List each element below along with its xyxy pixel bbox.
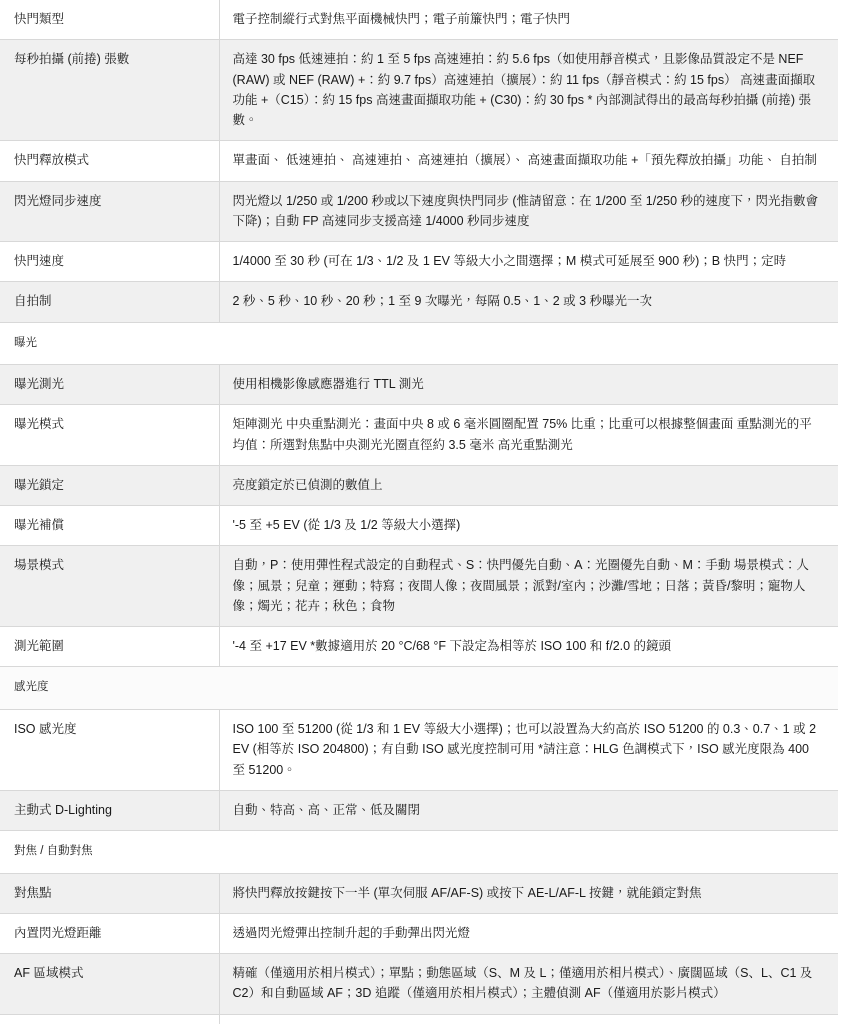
spec-value-cell: 將快門釋放按鍵按下一半 (單次伺服 AF/AF-S) 或按下 AE-L/AF-L 按鍵，就能鎖定對焦 [219, 873, 838, 913]
spec-value-cell: '-4 至 +17 EV *數據適用於 20 °C/68 °F 下設定為相等於 ISO 100 和 f/2.0 的鏡頭 [219, 627, 838, 667]
table-row [0, 954, 838, 1015]
spec-label-cell: 場景模式 [0, 546, 219, 627]
spec-label-cell: 曝光測光 [0, 365, 219, 405]
spec-section-header-row [0, 322, 838, 365]
spec-value-cell [219, 1014, 838, 1024]
spec-value-cell: 高達 30 fps 低速連拍：約 1 至 5 fps 高速連拍：約 5.6 fps（如使用靜音模式，且影像品質設定不是 NEF (RAW) 或 NEF (RAW) +：約 9.7 fps）高速連拍（擴展）：約 11 fps（靜音模式：約 15 fps） 高速畫面擷取功能 +（C15）：約 15 fps 高速畫面擷取功能 + (C30)：約 30 fps * 內部測試得出的最高每秒拍攝 (前捲) 張數。 [219, 40, 838, 141]
spec-label-cell: 內置閃光燈距離 [0, 913, 219, 953]
spec-label-cell: 主動式 D-Lighting [0, 790, 219, 830]
spec-value-cell: 自動，P：使用彈性程式設定的自動程式、S：快門優先自動、A：光圈優先自動、M：手動 場景模式：人像；風景；兒童；運動；特寫；夜間人像；夜間風景；派對/室內；沙灘/雪地；日落；黃昏/黎明；寵物人像；燭光；花卉；秋色；食物 [219, 546, 838, 627]
spec-label-cell: 曝光模式 [0, 405, 219, 466]
spec-label-cell: 快門釋放模式 [0, 141, 219, 181]
table-row [0, 0, 838, 40]
table-row [0, 181, 838, 242]
spec-label-cell: 測光範圍 [0, 627, 219, 667]
table-row-clipped [0, 1014, 838, 1024]
spec-section-title: 感光度 [0, 667, 838, 710]
spec-label-cell: 對焦點 [0, 873, 219, 913]
spec-label-cell: ISO 感光度 [0, 710, 219, 791]
spec-section-title: 對焦 / 自動對焦 [0, 831, 838, 874]
table-row [0, 365, 838, 405]
spec-value-cell: ISO 100 至 51200 (從 1/3 和 1 EV 等級大小選擇)；也可以設置為大約高於 ISO 51200 的 0.3、0.7、1 或 2 EV (相等於 ISO 204800)；有自動 ISO 感光度控制可用 *請注意：HLG 色調模式下，ISO 感光度限為 400 至 51200。 [219, 710, 838, 791]
table-row [0, 873, 838, 913]
spec-value-cell: 矩陣測光 中央重點測光：畫面中央 8 或 6 毫米圓圈配置 75% 比重；比重可以根據整個畫面 重點測光的平均值：所選對焦點中央測光光圈直徑約 3.5 毫米 高光重點測光 [219, 405, 838, 466]
spec-label-cell: 曝光鎖定 [0, 465, 219, 505]
table-row [0, 790, 838, 830]
spec-value-cell: 使用相機影像感應器進行 TTL 測光 [219, 365, 838, 405]
table-row [0, 506, 838, 546]
spec-label-cell: 快門類型 [0, 0, 219, 40]
spec-value-cell: 2 秒、5 秒、10 秒、20 秒；1 至 9 次曝光，每隔 0.5、1、2 或 3 秒曝光一次 [219, 282, 838, 322]
table-row [0, 710, 838, 791]
table-row [0, 40, 838, 141]
spec-value-cell: 電子控制縱行式對焦平面機械快門；電子前簾快門；電子快門 [219, 0, 838, 40]
spec-section-header-row [0, 831, 838, 874]
spec-value-cell: 透過閃光燈彈出控制升起的手動彈出閃光燈 [219, 913, 838, 953]
spec-label-cell: 快門速度 [0, 242, 219, 282]
spec-value-cell: '-5 至 +5 EV (從 1/3 及 1/2 等級大小選擇) [219, 506, 838, 546]
spec-value-cell: 1/4000 至 30 秒 (可在 1/3、1/2 及 1 EV 等級大小之間選擇；M 模式可延展至 900 秒)；B 快門；定時 [219, 242, 838, 282]
spec-label-cell: 曝光補償 [0, 506, 219, 546]
spec-label-cell: 閃光燈同步速度 [0, 181, 219, 242]
spec-value-cell: 精確（僅適用於相片模式）；單點；動態區域（S、M 及 L；僅適用於相片模式）、廣闊區域（S、L、C1 及 C2）和自動區域 AF；3D 追蹤（僅適用於相片模式）；主體偵測 AF（僅適用於影片模式） [219, 954, 838, 1015]
spec-value-cell: 亮度鎖定於已偵測的數值上 [219, 465, 838, 505]
spec-section-title: 曝光 [0, 322, 838, 365]
spec-value-cell: 單畫面、 低速連拍、 高速連拍、 高速連拍（擴展）、 高速畫面擷取功能 +「預先釋放拍攝」功能、 自拍制 [219, 141, 838, 181]
table-row [0, 242, 838, 282]
table-row [0, 141, 838, 181]
spec-label-cell [0, 1014, 219, 1024]
table-row [0, 627, 838, 667]
table-row [0, 546, 838, 627]
spec-label-cell: 自拍制 [0, 282, 219, 322]
table-row [0, 282, 838, 322]
table-row [0, 913, 838, 953]
spec-section-header-row [0, 667, 838, 710]
spec-label-cell: 每秒拍攝 (前捲) 張數 [0, 40, 219, 141]
spec-label-cell: AF 區域模式 [0, 954, 219, 1015]
table-row [0, 405, 838, 466]
table-row [0, 465, 838, 505]
spec-value-cell: 閃光燈以 1/250 或 1/200 秒或以下速度與快門同步 (惟請留意：在 1/200 至 1/250 秒的速度下，閃光指數會下降)；自動 FP 高速同步支援高達 1/4000 秒同步速度 [219, 181, 838, 242]
spec-value-cell: 自動、特高、高、正常、低及關閉 [219, 790, 838, 830]
